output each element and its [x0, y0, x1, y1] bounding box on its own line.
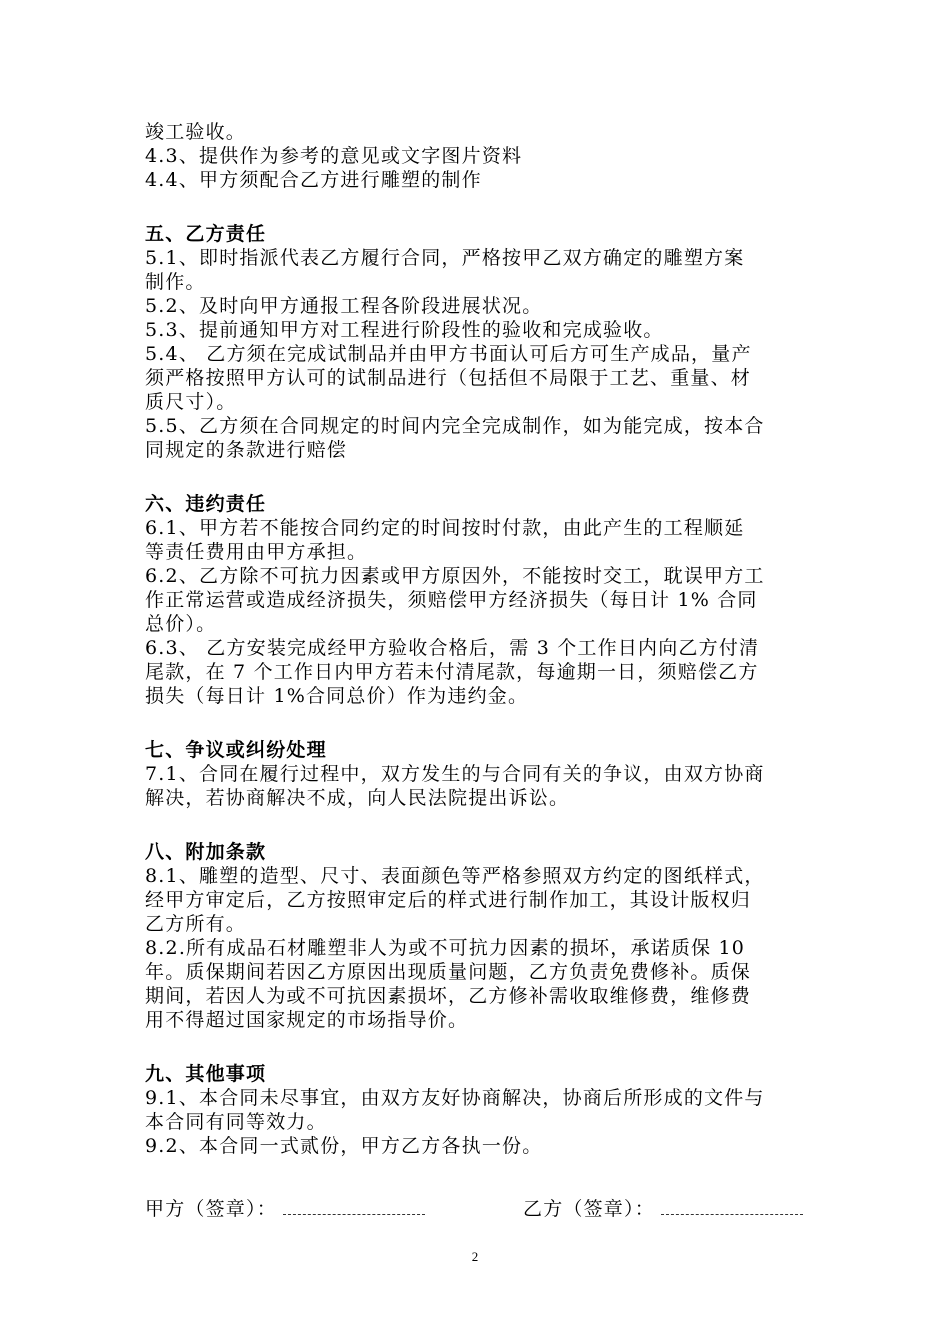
section-heading: 九、其他事项	[145, 1063, 267, 1085]
party-b-signature	[523, 1196, 803, 1221]
section-line: 5.3、提前通知甲方对工程进行阶段性的验收和完成验收。	[145, 319, 664, 341]
section-line: 解决，若协商解决不成，向人民法院提出诉讼。	[145, 787, 570, 809]
section-line: 9.1、本合同未尽事宜，由双方友好协商解决，协商后所形成的文件与	[145, 1087, 765, 1109]
section-line: 8.1、雕塑的造型、尺寸、表面颜色等严格参照双方约定的图纸样式，	[145, 865, 765, 887]
section-line: 5.5、乙方须在合同规定的时间内完全完成制作，如为能完成，按本合	[145, 415, 765, 437]
section-line: 质尺寸）。	[145, 391, 237, 413]
section-line: 7.1、合同在履行过程中，双方发生的与合同有关的争议，由双方协商	[145, 763, 765, 785]
section-line: 须严格按照甲方认可的试制品进行（包括但不局限于工艺、重量、材	[145, 367, 752, 389]
section-other-matters	[145, 1062, 810, 1158]
section-line: 同规定的条款进行赔偿	[145, 439, 348, 461]
party-b-signature-label: 乙方（签章）：	[523, 1198, 655, 1220]
section-additional-terms	[145, 840, 810, 1032]
section-line: 9.2、本合同一式贰份，甲方乙方各执一份。	[145, 1135, 543, 1157]
section-line: 损失（每日计 1%合同总价）作为违约金。	[145, 685, 529, 707]
section-line: 用不得超过国家规定的市场指导价。	[145, 1009, 469, 1031]
section-heading: 八、附加条款	[145, 841, 267, 863]
party-b-signature-line	[661, 1196, 803, 1215]
continuation-line: 4.4、甲方须配合乙方进行雕塑的制作	[145, 169, 482, 191]
document-body	[145, 120, 810, 1158]
section-line: 5.2、及时向甲方通报工程各阶段进展状况。	[145, 295, 543, 317]
section-heading: 五、乙方责任	[145, 223, 267, 245]
party-a-signature	[145, 1196, 425, 1221]
party-a-signature-label: 甲方（签章）：	[145, 1198, 277, 1220]
section-line: 年。质保期间若因乙方原因出现质量问题，乙方负责免费修补。质保	[145, 961, 752, 983]
party-a-signature-line	[283, 1196, 425, 1215]
section-breach-liability	[145, 492, 810, 708]
section-line: 作正常运营或造成经济损失，须赔偿甲方经济损失（每日计 1% 合同	[145, 589, 758, 611]
section-line: 8.2.所有成品石材雕塑非人为或不可抗力因素的损坏，承诺质保 10	[145, 937, 746, 959]
section-line: 乙方所有。	[145, 913, 247, 935]
section-line: 总价）。	[145, 613, 217, 635]
section-line: 制作。	[145, 271, 206, 293]
section-line: 经甲方审定后，乙方按照审定后的样式进行制作加工，其设计版权归	[145, 889, 752, 911]
continuation-line: 竣工验收。	[145, 121, 247, 143]
section-line: 6.3、 乙方安装完成经甲方验收合格后，需 3 个工作日内向乙方付清	[145, 637, 760, 659]
section-heading: 七、争议或纠纷处理	[145, 739, 327, 761]
section-line: 6.1、甲方若不能按合同约定的时间按时付款，由此产生的工程顺延	[145, 517, 745, 539]
section-line: 5.1、即时指派代表乙方履行合同，严格按甲乙双方确定的雕塑方案	[145, 247, 745, 269]
section-dispute-resolution	[145, 738, 810, 810]
section-line: 期间，若因人为或不可抗因素损坏，乙方修补需收取维修费，维修费	[145, 985, 752, 1007]
section-party-b-responsibility	[145, 222, 810, 462]
signature-row	[145, 1196, 810, 1224]
section-line: 6.2、乙方除不可抗力因素或甲方原因外，不能按时交工，耽误甲方工	[145, 565, 765, 587]
section-line: 尾款，在 7 个工作日内甲方若未付清尾款，每逾期一日，须赔偿乙方	[145, 661, 759, 683]
continuation-line: 4.3、提供作为参考的意见或文字图片资料	[145, 145, 523, 167]
section-line: 本合同有同等效力。	[145, 1111, 327, 1133]
page-number: 2	[471, 1249, 479, 1264]
section-heading: 六、违约责任	[145, 493, 267, 515]
continuation-block	[145, 120, 810, 192]
section-line: 5.4、 乙方须在完成试制品并由甲方书面认可后方可生产成品，量产	[145, 343, 752, 365]
section-line: 等责任费用由甲方承担。	[145, 541, 368, 563]
